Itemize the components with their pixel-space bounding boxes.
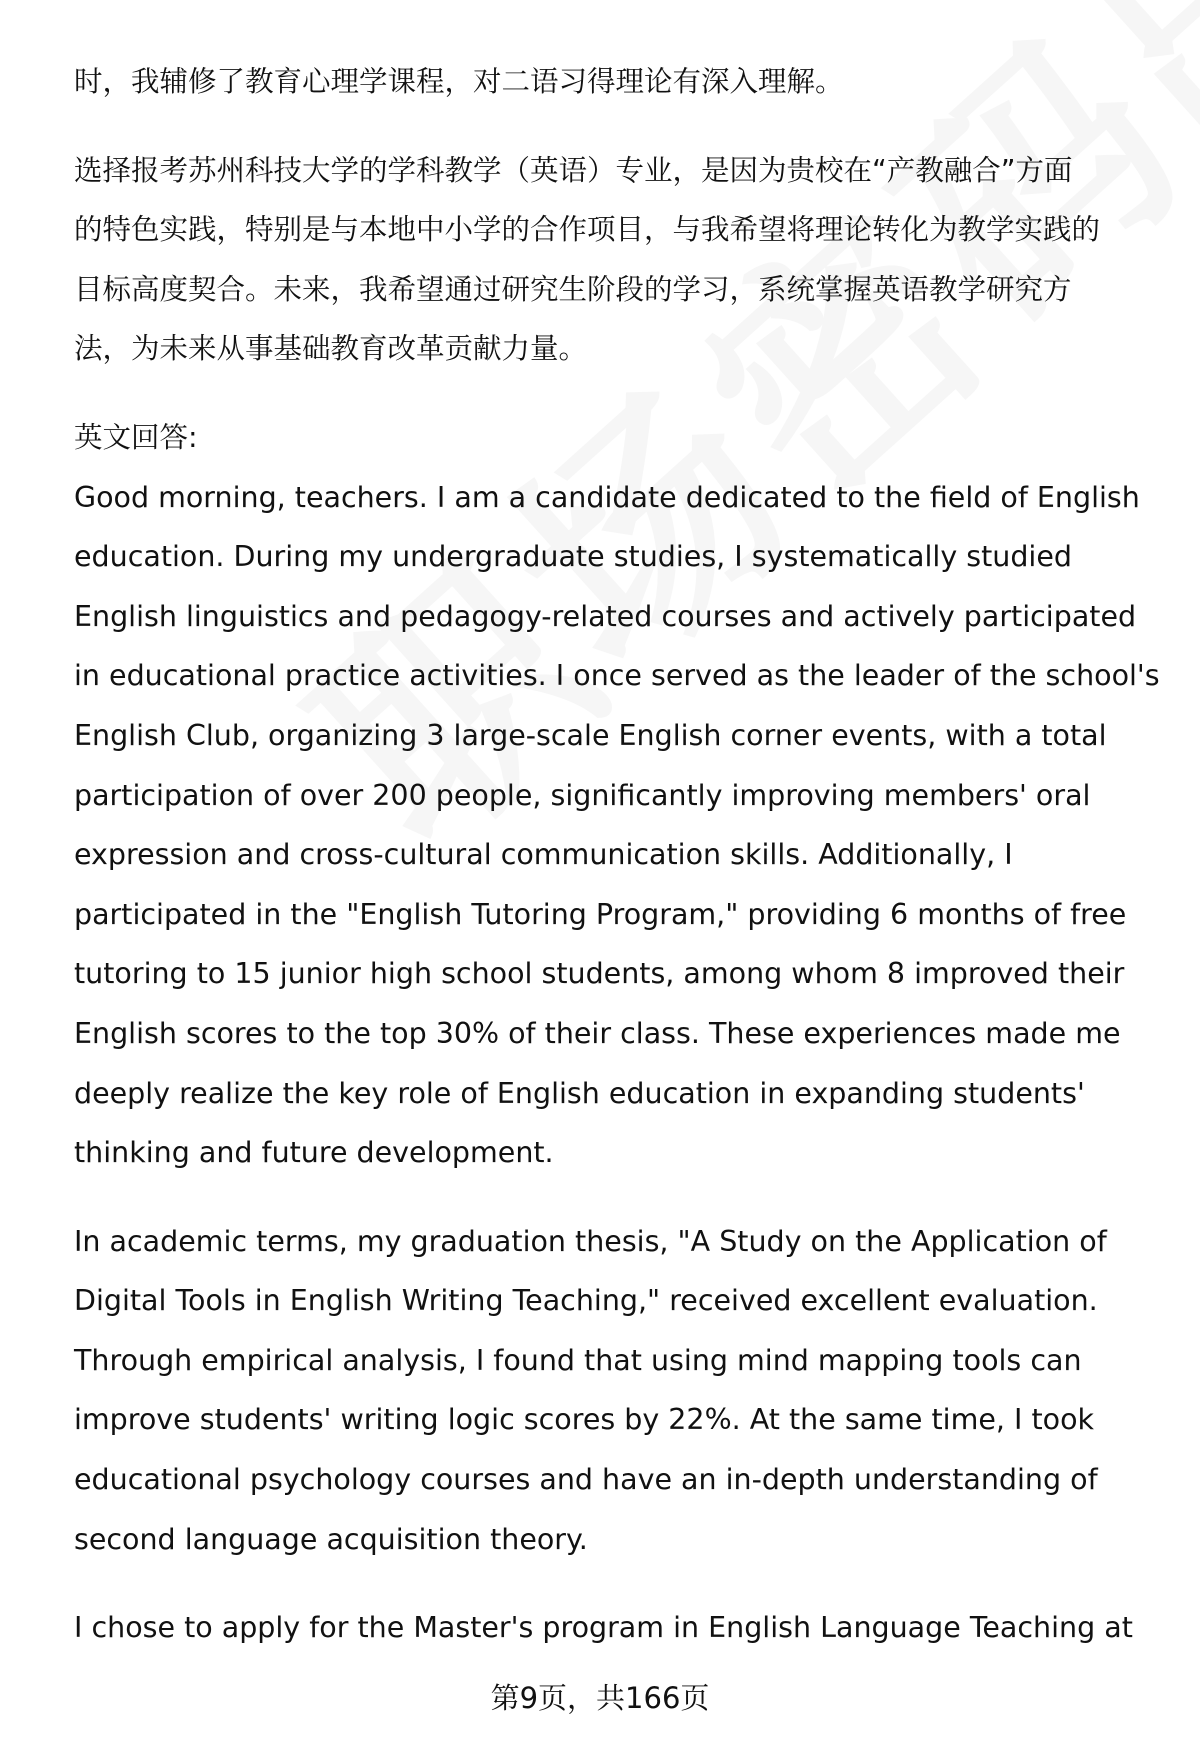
document-body <box>74 52 1160 1658</box>
text-line: improve students' writing logic scores by 22%. At the same time, I took <box>74 1403 1095 1437</box>
text-line: expression and cross-cultural communication skills. Additionally, I <box>74 838 1013 872</box>
paragraph-4 <box>74 1212 1154 1570</box>
text-line: English linguistics and pedagogy-related courses and actively participated <box>74 599 1137 633</box>
text-line: Good morning, teachers. I am a candidate dedicated to the field of English <box>74 480 1140 514</box>
text-line: 的特色实践，特别是与本地中小学的合作项目，与我希望将理论转化为教学实践的 <box>74 213 1101 247</box>
paragraph-2 <box>74 141 1154 379</box>
text-line: second language acquisition theory. <box>74 1522 588 1556</box>
text-line: 目标高度契合。未来，我希望通过研究生阶段的学习，系统掌握英语教学研究方 <box>74 272 1072 306</box>
text-line: I chose to apply for the Master's program in English Language Teaching at <box>74 1611 1133 1645</box>
paragraph-3 <box>74 408 1160 1183</box>
text-line: participated in the "English Tutoring Program," providing 6 months of free <box>74 897 1127 931</box>
text-line: education. During my undergraduate studies, I systematically studied <box>74 540 1072 574</box>
text-line: English scores to the top 30% of their class. These experiences made me <box>74 1016 1121 1050</box>
text-line: tutoring to 15 junior high school students, among whom 8 improved their <box>74 957 1125 991</box>
text-line: deeply realize the key role of English education in expanding students' <box>74 1076 1085 1110</box>
text-line: educational psychology courses and have an in-depth understanding of <box>74 1463 1098 1497</box>
paragraph-5 <box>74 1598 1154 1658</box>
text-line: in educational practice activities. I once served as the leader of the school's <box>74 659 1160 693</box>
text-line: Through empirical analysis, I found that using mind mapping tools can <box>74 1343 1082 1377</box>
page-number: 第9页，共166页 <box>490 1681 710 1715</box>
text-line: 时，我辅修了教育心理学课程，对二语习得理论有深入理解。 <box>74 65 844 98</box>
text-line: English Club, organizing 3 large-scale English corner events, with a total <box>74 718 1107 752</box>
text-line: participation of over 200 people, significantly improving members' oral <box>74 778 1091 812</box>
paragraph-1 <box>74 52 1154 112</box>
section-heading: 英文回答: <box>74 420 198 454</box>
text-line: thinking and future development. <box>74 1136 554 1170</box>
text-line: Digital Tools in English Writing Teaching," received excellent evaluation. <box>74 1284 1098 1318</box>
text-line: 法，为未来从事基础教育改革贡献力量。 <box>74 332 588 366</box>
text-line: In academic terms, my graduation thesis, "A Study on the Application of <box>74 1224 1107 1258</box>
text-line: 选择报考苏州科技大学的学科教学（英语）专业，是因为贵校在“产教融合”方面 <box>74 153 1073 187</box>
